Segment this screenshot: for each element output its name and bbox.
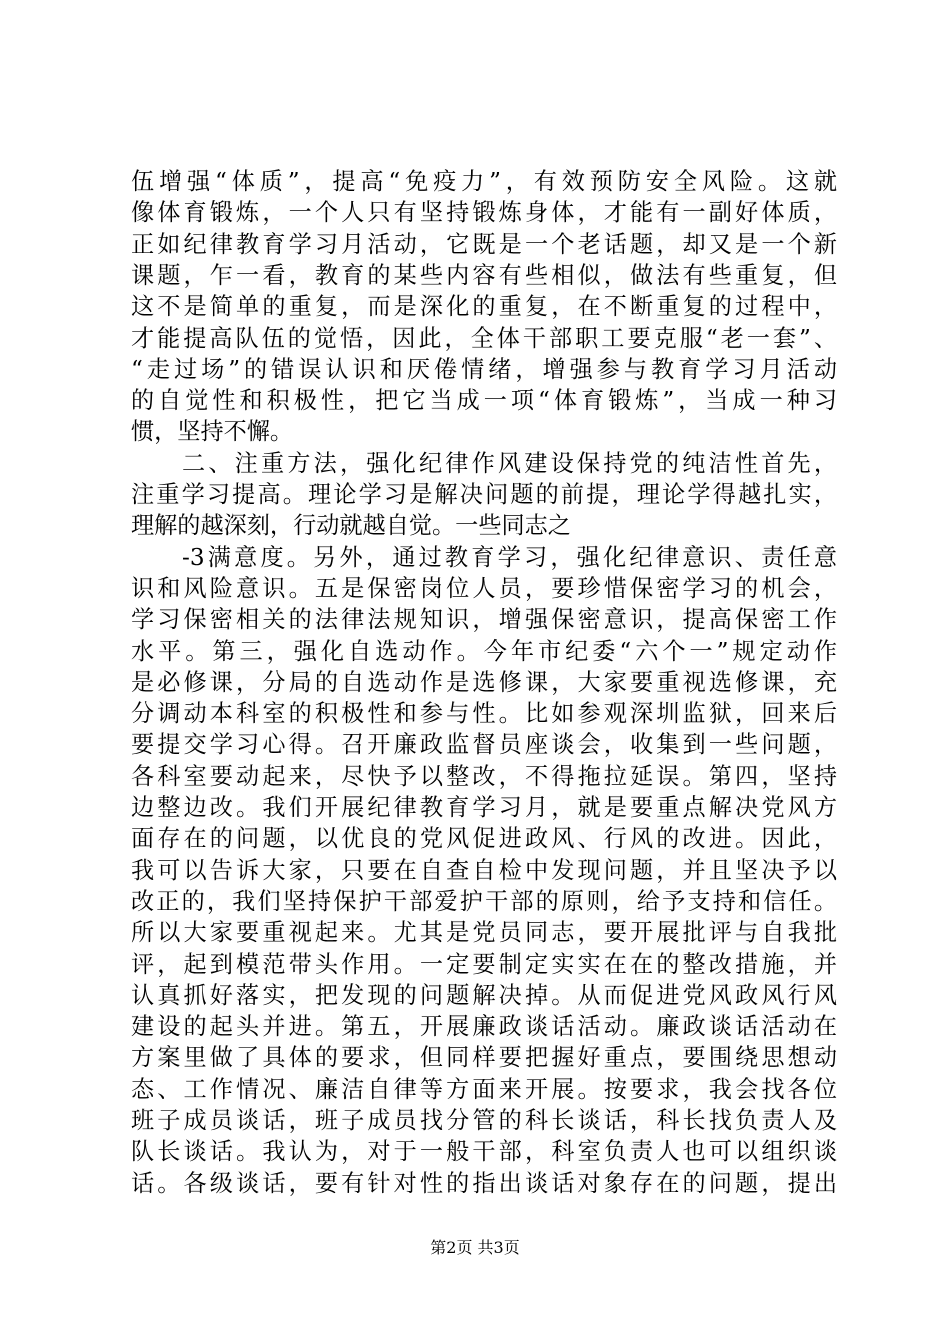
- body-text-line: -3满意度。另外，通过教育学习，强化纪律意识、责任意: [182, 544, 837, 571]
- body-text-line: 才能提高队伍的觉悟，因此，全体干部职工要克服“老一套”、: [131, 325, 837, 352]
- body-text-line: 伍增强“体质”，提高“免疫力”，有效预防安全风险。这就: [131, 169, 837, 195]
- body-text-line: 分调动本科室的积极性和参与性。比如参观深圳监狱，回来后: [131, 701, 837, 728]
- body-text-line: 队长谈话。我认为，对于一般干部，科室负责人也可以组织谈: [131, 1139, 837, 1166]
- body-text-line: 各科室要动起来，尽快予以整改，不得拖拉延误。第四，坚持: [131, 763, 837, 790]
- body-text-line: 我可以告诉大家，只要在自查自检中发现问题，并且坚决予以: [131, 857, 837, 884]
- body-text-line: 认真抓好落实，把发现的问题解决掉。从而促进党风政风行风: [131, 982, 837, 1009]
- body-text-line: 面存在的问题，以优良的党风促进政风、行风的改进。因此，: [131, 826, 837, 853]
- body-text-line: 评，起到模范带头作用。一定要制定实实在在的整改措施，并: [131, 951, 837, 978]
- body-text-line: 像体育锻炼，一个人只有坚持锻炼身体，才能有一副好体质，: [131, 200, 837, 227]
- body-text-line: “走过场”的错误认识和厌倦情绪，增强参与教育学习月活动: [131, 356, 837, 383]
- body-text-line: 注重学习提高。理论学习是解决问题的前提，理论学得越扎实，: [131, 482, 837, 509]
- body-text-line: 建设的起头并进。第五，开展廉政谈话活动。廉政谈话活动在: [131, 1014, 837, 1041]
- body-text-line: 班子成员谈话，班子成员找分管的科长谈话，科长找负责人及: [131, 1108, 837, 1135]
- body-text-line: 这不是简单的重复，而是深化的重复，在不断重复的过程中，: [131, 294, 837, 321]
- body-text-line: 的自觉性和积极性，把它当成一项“体育锻炼”，当成一种习: [131, 388, 837, 415]
- body-text-line: 方案里做了具体的要求，但同样要把握好重点，要围绕思想动: [131, 1045, 837, 1072]
- body-text-line: 改正的，我们坚持保护干部爱护干部的原则，给予支持和信任。: [131, 888, 837, 915]
- body-text-line: 边整边改。我们开展纪律教育学习月，就是要重点解决党风方: [131, 795, 837, 822]
- body-text-line: 是必修课，分局的自选动作是选修课，大家要重视选修课，充: [131, 669, 837, 696]
- body-text-line: 理解的越深刻，行动就越自觉。一些同志之: [131, 513, 571, 540]
- body-text-line: 惯，坚持不懈。: [131, 419, 294, 446]
- body-text-line: 正如纪律教育学习月活动，它既是一个老话题，却又是一个新: [131, 231, 837, 258]
- body-text-line: 课题，乍一看，教育的某些内容有些相似，做法有些重复，但: [131, 262, 837, 289]
- body-text-line: 水平。第三，强化自选动作。今年市纪委“六个一”规定动作: [131, 638, 837, 665]
- body-text-line: 态、工作情况、廉洁自律等方面来开展。按要求，我会找各位: [131, 1076, 837, 1103]
- body-text-line: 要提交学习心得。召开廉政监督员座谈会，收集到一些问题，: [131, 732, 837, 759]
- page-footer: 第2页 共3页: [430, 1238, 520, 1257]
- body-text-line: 所以大家要重视起来。尤其是党员同志，要开展批评与自我批: [131, 920, 837, 947]
- body-text-line: 识和风险意识。五是保密岗位人员，要珍惜保密学习的机会，: [131, 575, 837, 602]
- body-text-line: 二、注重方法，强化纪律作风建设保持党的纯洁性首先，: [182, 450, 837, 477]
- body-text-line: 学习保密相关的法律法规知识，增强保密意识，提高保密工作: [131, 607, 837, 634]
- body-text-line: 话。各级谈话，要有针对性的指出谈话对象存在的问题，提出: [131, 1170, 837, 1197]
